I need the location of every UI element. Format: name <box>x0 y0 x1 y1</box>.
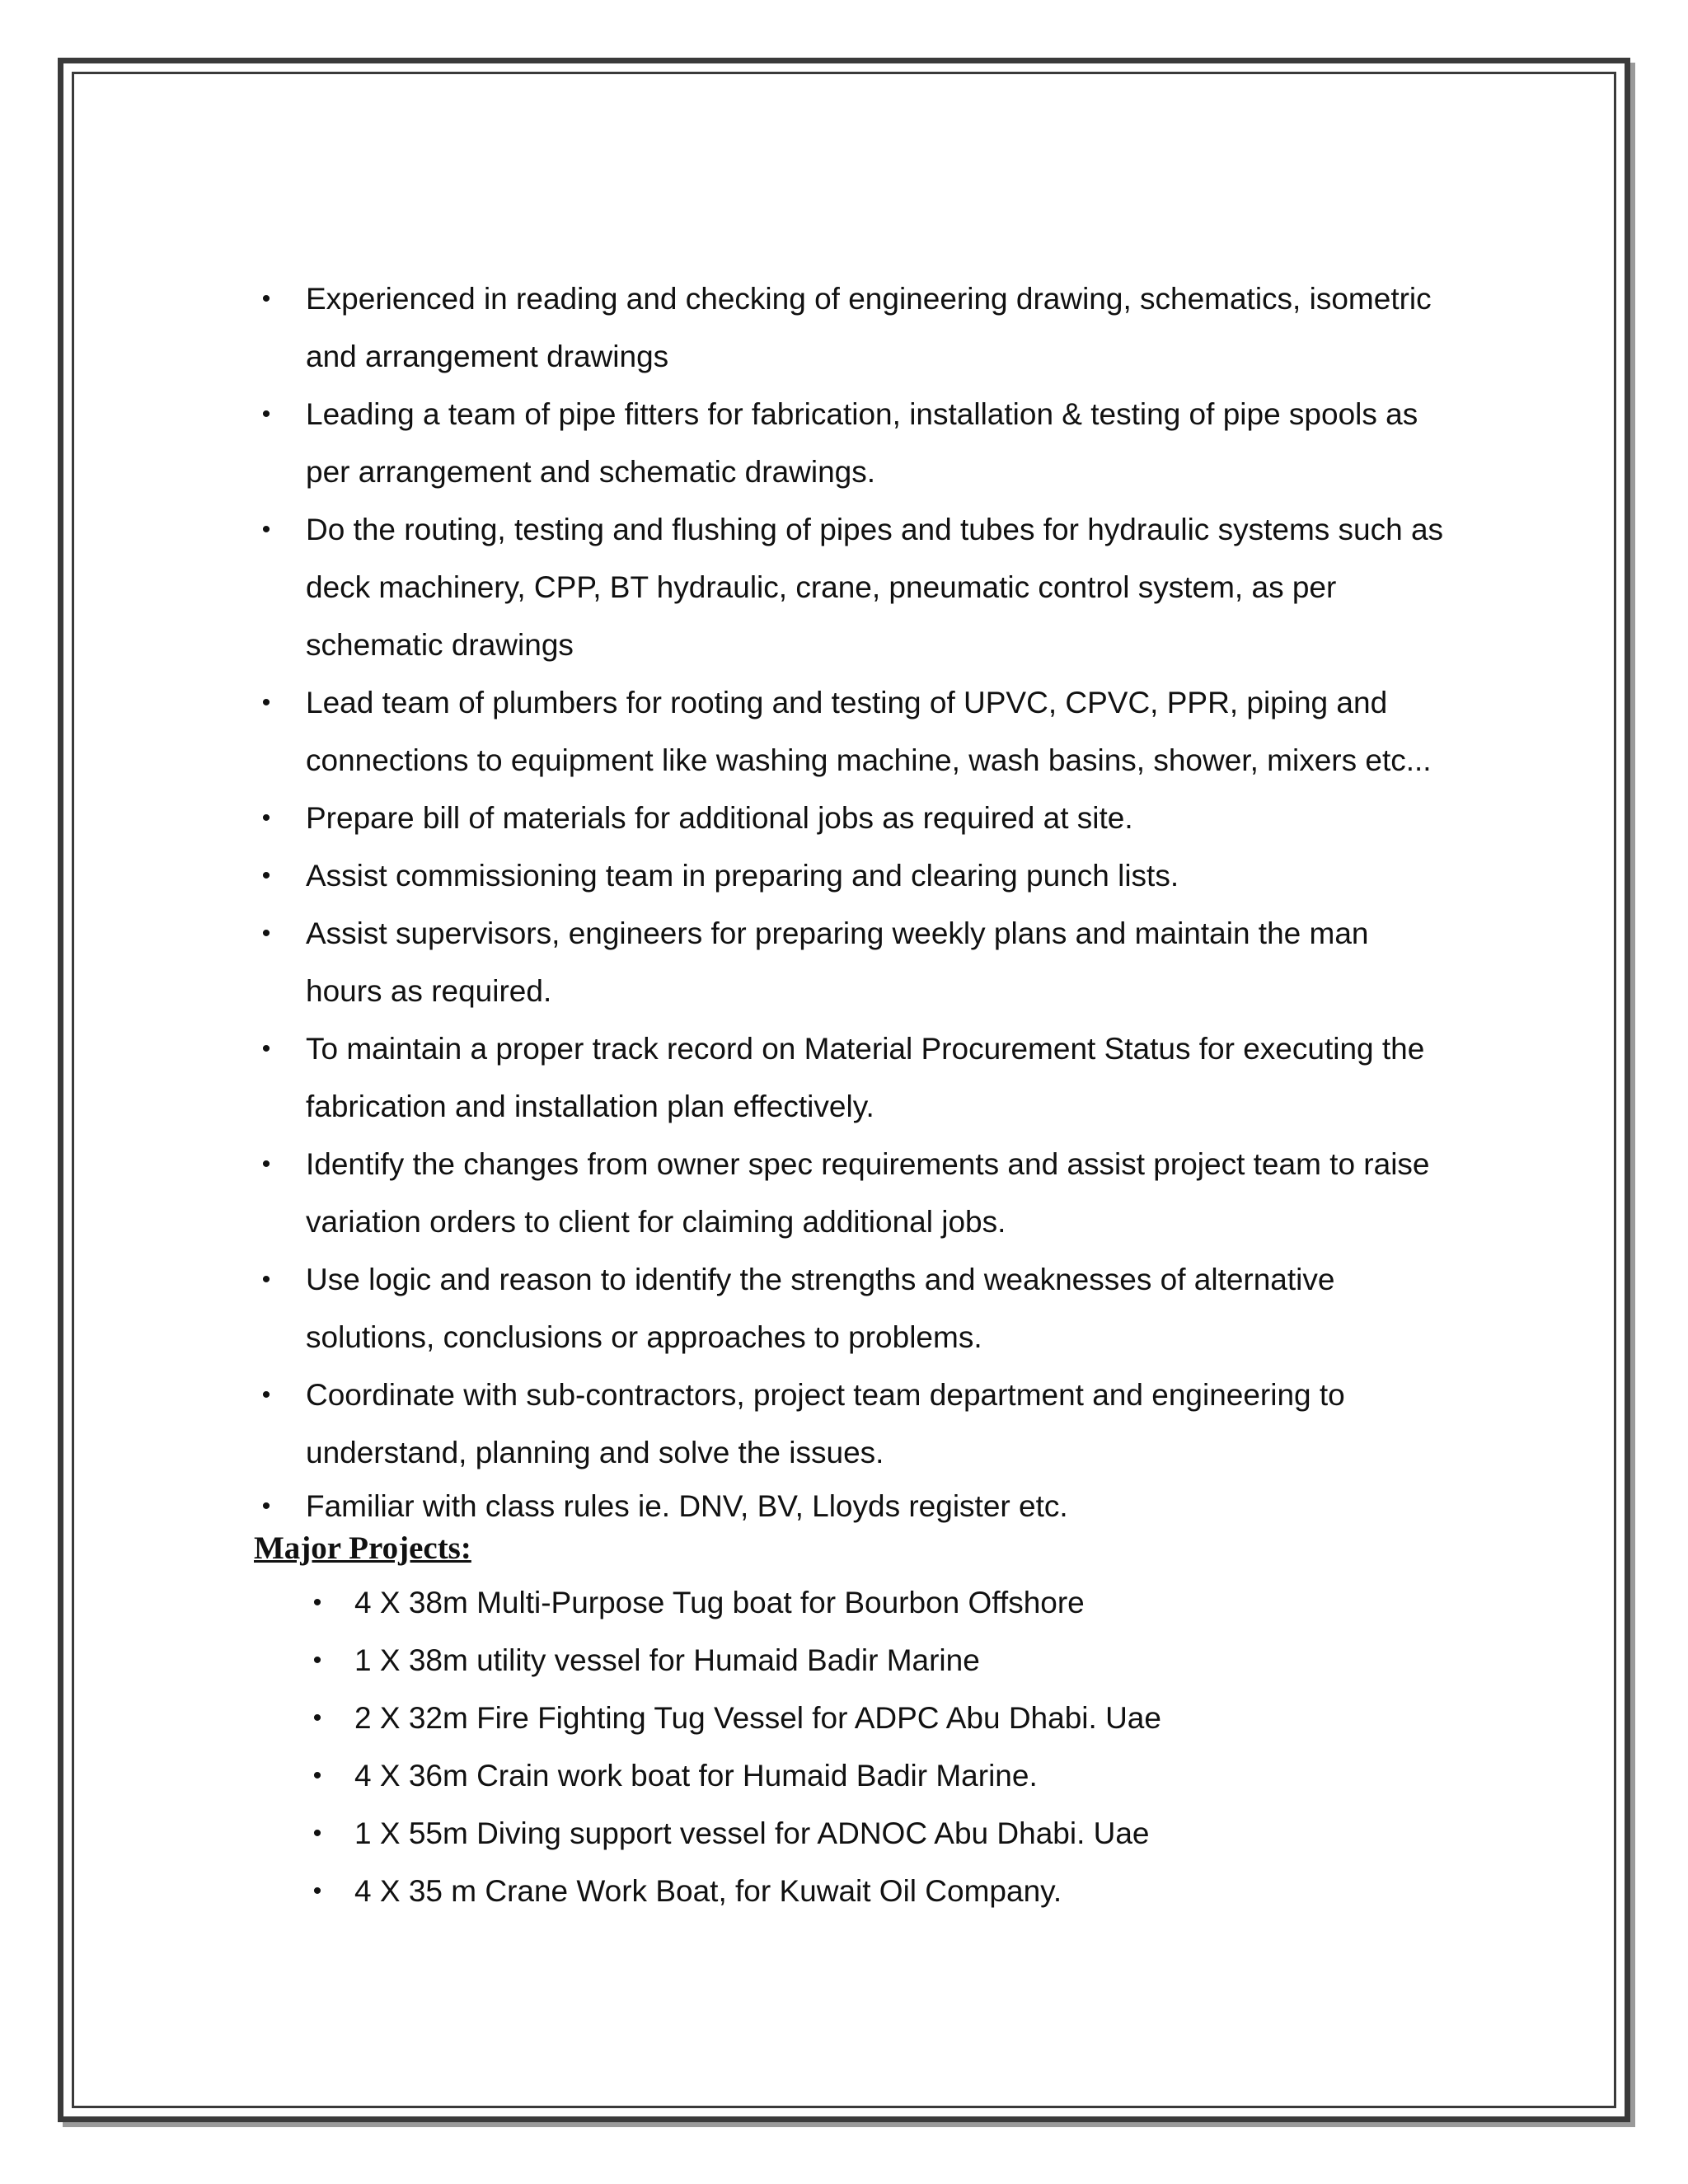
duty-text: To maintain a proper track record on Material Procurement Status for executing the fabrication and installation plan effectively. <box>306 1032 1425 1123</box>
list-item <box>254 790 1449 847</box>
project-text: 4 X 38m Multi-Purpose Tug boat for Bourbon Offshore <box>354 1586 1085 1619</box>
bullet-icon: • <box>261 1035 271 1062</box>
duty-text: Familiar with class rules ie. DNV, BV, Lloyds register etc. <box>306 1489 1068 1523</box>
bullet-icon: • <box>261 1266 271 1293</box>
section-title-major-projects: Major Projects: <box>254 1530 471 1566</box>
list-item <box>254 386 1449 501</box>
bullet-icon: • <box>312 1704 322 1732</box>
project-text: 1 X 38m utility vessel for Humaid Badir Marine <box>354 1643 980 1677</box>
duty-text: Coordinate with sub-contractors, project team department and engineering to understand, planning and solve the issues. <box>306 1378 1345 1469</box>
duty-text: Leading a team of pipe fitters for fabrication, installation & testing of pipe spools as per arrangement and schematic drawings. <box>306 397 1418 489</box>
list-item <box>254 270 1449 386</box>
bullet-icon: • <box>261 516 271 543</box>
list-item <box>254 501 1449 674</box>
list-item <box>305 1690 1449 1747</box>
list-item <box>305 1632 1449 1690</box>
bullet-icon: • <box>312 1877 322 1905</box>
bullet-icon: • <box>261 920 271 947</box>
list-item <box>254 1366 1449 1482</box>
project-text: 4 X 35 m Crane Work Boat, for Kuwait Oil Company. <box>354 1874 1062 1908</box>
bullet-icon: • <box>261 804 271 832</box>
list-item <box>254 674 1449 790</box>
bullet-icon: • <box>312 1589 322 1616</box>
bullet-icon: • <box>261 1151 271 1178</box>
duty-text: Assist supervisors, engineers for preparing weekly plans and maintain the man hours as required. <box>306 916 1369 1008</box>
duty-text: Assist commissioning team in preparing and clearing punch lists. <box>306 859 1179 893</box>
project-text: 4 X 36m Crain work boat for Humaid Badir Marine. <box>354 1759 1038 1793</box>
bullet-icon: • <box>261 862 271 889</box>
list-item <box>305 1747 1449 1805</box>
duty-text: Experienced in reading and checking of engineering drawing, schematics, isometric and arrangement drawings <box>306 282 1432 373</box>
project-text: 2 X 32m Fire Fighting Tug Vessel for ADPC Abu Dhabi. Uae <box>354 1701 1161 1735</box>
bullet-icon: • <box>312 1820 322 1847</box>
bullet-icon: • <box>312 1647 322 1674</box>
list-item <box>305 1863 1449 1920</box>
duty-text: Lead team of plumbers for rooting and testing of UPVC, CPVC, PPR, piping and connections to equipment like washing machine, wash basins, shower, mixers etc... <box>306 686 1432 777</box>
list-item <box>254 1020 1449 1136</box>
duty-text: Prepare bill of materials for additional jobs as required at site. <box>306 801 1133 835</box>
bullet-icon: • <box>261 401 271 428</box>
list-item <box>305 1574 1449 1632</box>
list-item <box>305 1805 1449 1863</box>
bullet-icon: • <box>261 1381 271 1408</box>
bullet-icon: • <box>312 1762 322 1789</box>
list-item <box>254 1482 1449 1531</box>
project-text: 1 X 55m Diving support vessel for ADNOC Abu Dhabi. Uae <box>354 1816 1150 1850</box>
duty-text: Identify the changes from owner spec requirements and assist project team to raise variation orders to client for claiming additional jobs. <box>306 1147 1430 1239</box>
list-item <box>254 1136 1449 1251</box>
duty-text: Do the routing, testing and flushing of pipes and tubes for hydraulic systems such as deck machinery, CPP, BT hydraulic, crane, pneumatic control system, as per schematic drawings <box>306 513 1444 662</box>
list-item <box>254 847 1449 905</box>
duties-list <box>254 270 1449 1531</box>
bullet-icon: • <box>261 1493 271 1520</box>
list-item <box>254 1251 1449 1366</box>
bullet-icon: • <box>261 285 271 312</box>
list-item <box>254 905 1449 1020</box>
bullet-icon: • <box>261 689 271 716</box>
document-content <box>254 270 1449 1920</box>
duty-text: Use logic and reason to identify the strengths and weaknesses of alternative solutions, conclusions or approaches to problems. <box>306 1263 1335 1354</box>
projects-list <box>305 1574 1449 1920</box>
